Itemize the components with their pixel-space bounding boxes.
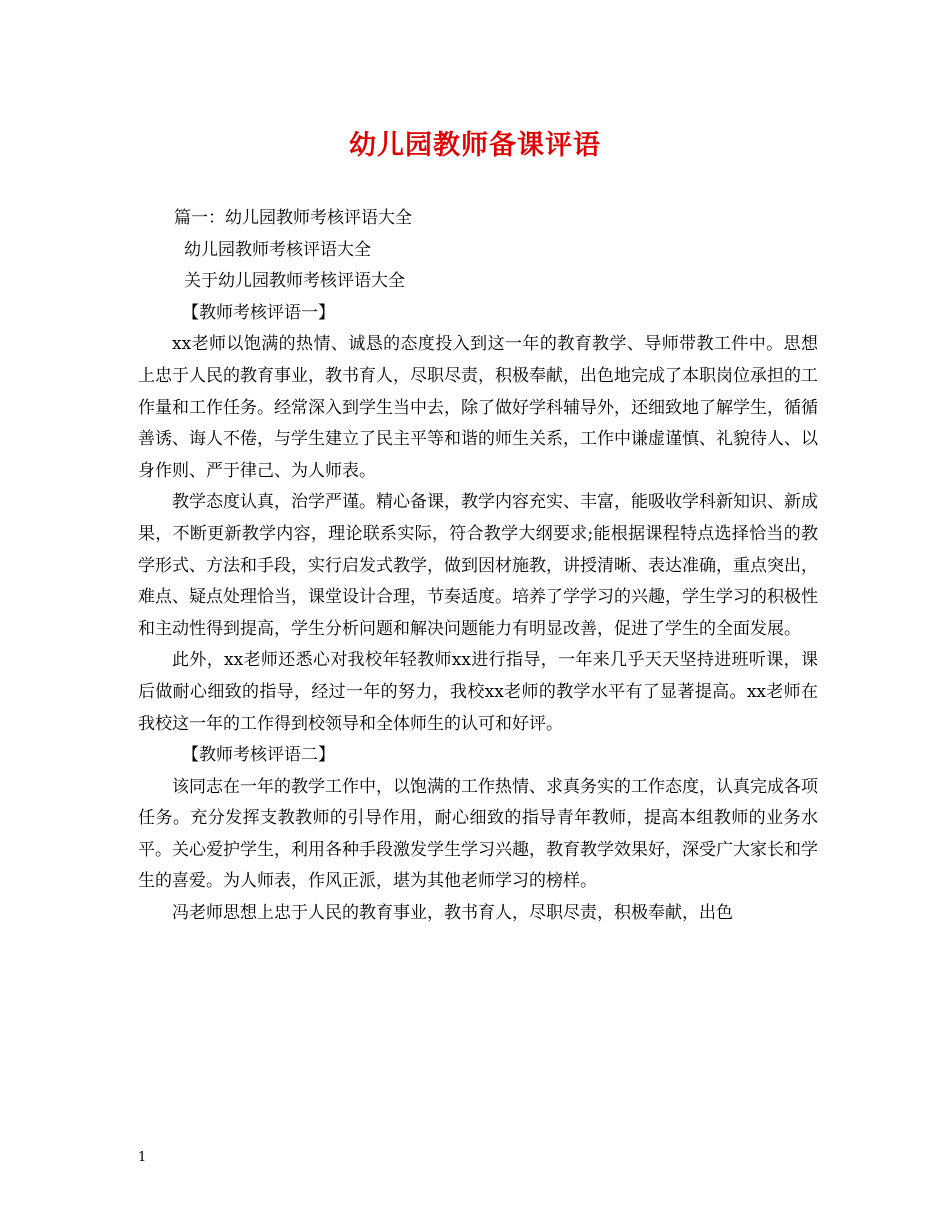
heading-part-one: 篇一：幼儿园教师考核评语大全 (174, 208, 412, 228)
paragraph: 教学态度认真，治学严谨。精心备课，教学内容充实、丰富，能吸收学科新知识、新成果，不断更新教学内容，理论联系实际，符合教学大纲要求;能根据课程特点选择恰当的教学形式、方法和手段，实行启发式教学，做到因材施教，讲授清晰、表达准确，重点突出，难点、疑点处理恰当，课堂设计合理，节奏适度。培养了学学习的兴趣，学生学习的积极性和主动性得到提高，学生分析问题和解决问题能力有明显改善，促进了学生的全面发展。 (138, 492, 818, 639)
paragraph: 此外，xx老师还悉心对我校年轻教师xx进行指导，一年来几乎天天坚持进班听课，课后做耐心细致的指导，经过一年的努力，我校xx老师的教学水平有了显著提高。xx老师在我校这一年的工作得到校领导和全体师生的认可和好评。 (138, 650, 818, 734)
page-number: 1 (138, 1150, 147, 1165)
section-label-two: 【教师考核评语二】 (182, 745, 335, 766)
heading-collection: 幼儿园教师考核评语大全 (184, 239, 371, 260)
heading-about: 关于幼儿园教师考核评语大全 (184, 271, 405, 292)
paragraph: 该同志在一年的教学工作中，以饱满的工作热情、求真务实的工作态度，认真完成各项任务。充分发挥支教教师的引导作用，耐心细致的指导青年教师，提高本组教师的业务水平。关心爱护学生，利用各种手段激发学生学习兴趣，教育教学效果好，深受广大家长和学生的喜爱。为人师表，作风正派，堪为其他老师学习的榜样。 (138, 776, 818, 892)
section-label-one: 【教师考核评语一】 (182, 302, 335, 323)
paragraph: xx老师以饱满的热情、诚恳的态度投入到这一年的教育教学、导师带教工件中。思想上忠于人民的教育事业，教书育人，尽职尽责，积极奉献，出色地完成了本职岗位承担的工作量和工作任务。经常深入到学生当中去，除了做好学科辅导外，还细致地了解学生，循循善诱、诲人不倦，与学生建立了民主平等和谐的师生关系，工作中谦虚谨慎、礼貌待人、以身作则、严于律己、为人师表。 (138, 334, 818, 481)
document-title: 幼儿园教师备课评语 (349, 130, 601, 161)
document-body (138, 203, 818, 930)
paragraph: 冯老师思想上忠于人民的教育事业，教书育人，尽职尽责，积极奉献，出色 (172, 903, 733, 924)
